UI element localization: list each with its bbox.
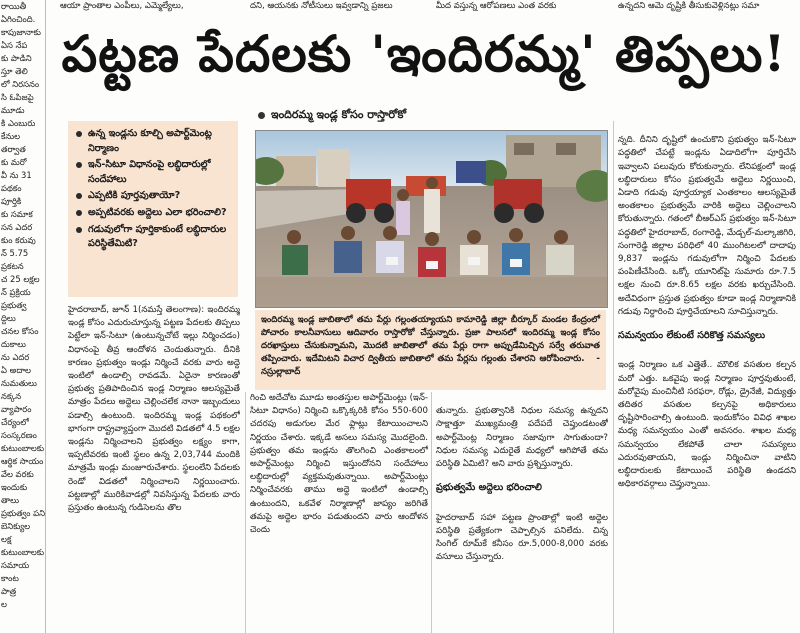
protest-photo: [255, 130, 608, 308]
article-column-3: [436, 392, 608, 633]
highlight-item: ఎప్పటికి పూర్తవుతాయో?: [76, 189, 232, 204]
headline: పట్టణ పేదలకు 'ఇందిరమ్మ' తిప్పలు!: [61, 24, 787, 83]
photo-subheading: [258, 107, 618, 123]
caption-credit: - నస్రుల్లాబాద్: [261, 354, 600, 377]
subheading-rent: ప్రభుత్వమే అద్దెలు భరించాలి: [436, 482, 542, 494]
col4-paragraph-2: ఇండ్ల నిర్మాణం ఒక ఎత్తైతే.. మౌలిక వసతుల కల్పన మరో ఎత్తు. ఒకవైపు ఇండ్ల నిర్మాణం పూర్తవుతుంటే, మరోవైపు మంచినీటి సరఫరా, రోడ్లు, డ్రైనేజీ, విద్యుత్తు తదితర వసతుల కల్పనపై అధికారులు దృష్టిసారించాల్సి ఉంటుంది. ఇందుకోసం వివిధ శాఖల మధ్య సమన్వయం ఎంతో అవసరం. శాఖల మధ్య సమన్వయం లేకపోతే చాలా సమస్యలు ఎదురవుతాయని, ఇండ్లు నిర్మించినా వాటిని లబ్ధిదారులకు కేటాయించే పరిస్థితి ఉండదని అధికారవర్గాలు చెప్తున్నాయి.: [618, 360, 796, 490]
highlight-item: ఉన్న ఇండ్లను కూల్చి అపార్ట్‌మెంట్ల నిర్మాణం: [76, 127, 232, 156]
top-strip-seg1: ఆయా ప్రాంతాల ఎంపీలు, ఎమ్మెల్యేలు,: [60, 1, 184, 11]
col4-paragraph-1: న్నది. దీనిని దృష్టిలో ఉంచుకొని ప్రభుత్వం ఇన్-సిటూ పద్ధతిలో చేపట్టే ఇండ్లను ఏడాదిలోగా పూర్తిచేసి ఇవ్వాలని పలువురు కోరుకున్నారు. లేనిపక్షంలో ఇండ్ల లబ్ధిదారులు కోసం ప్రభుత్వమే అద్దెలు నిర్ణయించి, ఏడాది గడువు పూర్తయ్యాక ఎంతకాలం ఆలస్యమైతే అంతకాలం ప్రభుత్వమే వారికి అద్దెలు చెల్లించాలని కోరుతున్నారు. గతంలో బీఆర్‌ఎస్ ప్రభుత్వం ఇన్-సిటూ పద్ధతిలో హైదరాబాద్, రంగారెడ్డి, మేడ్చల్-మల్కాజిగిరి, సంగారెడ్డి జిల్లాల పరిధిలో 40 ముంగిటలలో దాదాపు 9,837 ఇండ్లను గడువులోగా నిర్మించి పేదలకు పంపిణీచేసింది. ఒక్కో యూనిట్‌పై సుమారు రూ.7.5 లక్షల నుంచి రూ.8.65 లక్షల వరకు ఖర్చుచేసింది. అదేవిధంగా ప్రస్తుత ప్రభుత్వం కూడా ఇండ్ల నిర్మాణానికి గడువు నిర్దారించి పూర్తిచేయాలని సూచిస్తున్నారు.: [618, 135, 796, 317]
subheading-coordination: సమన్వయం లేకుంటే సరికొత్త సమస్యలు: [618, 330, 766, 342]
top-strip-seg4: ఉన్నదని ఆమె దృష్టికి తీసుకువెళ్లినట్లు సమా: [618, 1, 760, 11]
col3-paragraph-2: హైదరాబాద్ సహా పట్టణ ప్రాంతాల్లో ఇంటి అద్దెల పరిస్థితి ప్రత్యేకంగా చెప్పాల్సిన పనిలేదు. చిన్న సింగిల్ రూమ్‌కే కనీసం రూ.5,000-8,000 వరకు వసూలు చేస్తున్నారు.: [436, 512, 608, 563]
highlight-item: ఇన్-సిటూ విధానంపై లబ్ధిదారుల్లో సందేహాలు: [76, 158, 232, 187]
column-rule: [431, 392, 432, 633]
top-strip-seg3: మీద వస్తున్న ఆరోపణలు ఎంత వరకు: [436, 1, 557, 11]
article-column-1: హైదరాబాద్, జూన్ 1(నమస్తే తెలంగాణ): ఇందిరమ్మ ఇండ్ల కోసం ఎదురుచూస్తున్న పట్టణ పేదలకు తిప్పలు పెట్టేలా ఇన్-సిటూ (ఉంటున్నచోటే ఇల్లు నిర్మించడం) విధానంపై తీవ్ర ఆందోళన చెందుతున్నారు. దీనికి కారణం ప్రభుత్వం ఇండ్లు నిర్మించే వరకు వారు అద్దె ఇంటిలో ఉండాల్సి రావడమే. ఏదైనా కారణంతో ప్రభుత్వ ప్రతిపాదించిన ఇండ్ల నిర్మాణం ఆలస్యమైతే మాత్రం పేదలు అద్దెలు చెల్లించలేక నానా ఇబ్బందులు పడాల్సి ఉంటుంది. ఇందిరమ్మ ఇండ్ల పథకంలో భాగంగా రాష్ట్రవ్యాప్తంగా మొదటి విడతలో 4.5 లక్షల ఇండ్లను నిర్మించాలని ప్రభుత్వం లక్ష్యం కాగా, ఇప్పటివరకు ఇంటి స్థలం ఉన్న 2,03,744 మందికి మాత్రమే ఇండ్లు మంజూరుచేశారు. స్థలంలేని పేదలకు రెండో విడతలో నిర్మించాలని నిర్ణయించారు. పట్టణాల్లో మురికివాడల్లో నివసిస్తున్న పేదలకు వారు ప్రస్తుతం ఉంటున్న గుడిసెలను తొల: [68, 305, 240, 514]
left-column-text: రాయితీ ఏగించింది. కాపుజానాకు ఏస నేప కు పాడిని స్తూ తెలి లో నిరసనం సి ఓపిజపై మూడు కి ఎంబురు కేనుల తర్వాత కు మరో వీ ను 31 పథకం పూర్తికి కు సమాక సన ఎదర కుం కరువు న్ 5.75 ప్రకటన చ 25 లక్షల న్ ప్రక్రియ ప్రభుత్వ ద్దిలు చనల కోసం దుకాలు ను ఎదర ఏ అదాల నుమతులు నక్కన వ్యాపారం చేర్యంలో సంస్కరణం కుటుంబాలకు ఆర్థిక సాయం వేల వరకు ఇందుకు తాలు ప్రభుత్వం పని బెనిక్యుల లక్ష కుటుంబాలకు సమాయ కాంట పాత్ర ల: [0, 0, 46, 633]
subheading-text: ఇందిరమ్మ ఇండ్ల కోసం రాస్తారోకో: [271, 108, 407, 121]
top-strip: [60, 0, 800, 12]
col3-paragraph-1: తున్నారు. ప్రభుత్వానికి నిధుల సమస్య ఉన్నదని సాక్షాత్తూ ముఖ్యమంత్రి పదేపదే చెప్తుండటంతో అపార్ట్‌మెంట్ల నిర్మాణం సజావుగా సాగుతుందా? నిధుల సమస్య ఎదురైతే మధ్యలో ఆగిపోతే తమ పరిస్థితి ఏమిటి? అని వారు ప్రశ్నిస్తున్నారు.: [436, 406, 608, 470]
article-column-4: [618, 121, 796, 633]
photo-caption: [255, 310, 606, 390]
highlight-item: అప్పటివరకు అద్దెలు ఎలా భరించాలి?: [76, 206, 232, 221]
protest-photo-illustration: [256, 131, 607, 307]
column-rule: [245, 392, 246, 633]
bullet-icon: [258, 112, 265, 119]
highlights-box: [68, 121, 238, 297]
top-strip-seg2: దని, ఆయనకు నోటీసులు ఇవ్వడాన్ని ప్రజలు: [250, 1, 393, 11]
article-column-2: గించి అదేచోట మూడు అంతస్తుల అపార్ట్‌మెంట్లు (ఇన్-సిటూ విధానం) నిర్మించి ఒక్కొక్కరికి కోసం 550-600 చదరపు అడుగుల మేర ఫ్లాట్లు కేటాయించాలని నిర్ణయం చేశారు. ఇక్కడే అసలు సమస్య మొదలైంది. ప్రభుత్వం తమ ఇండ్లను తొలగించి ఎంతకాలంలో అపార్ట్‌మెంట్లు నిర్మించి ఇస్తుందోనని సందేహాలు లబ్ధిదారుల్లో వ్యక్తమవుతున్నాయి. అపార్ట్‌మెంట్లు నిర్మించేవరకు తాము అద్దె ఇంటిలో ఉండాల్సి ఉంటుందని, ఒకవేళ నిర్మాణాల్లో జాప్యం జరిగితే తమపై అద్దెల భారం పడుతుందని వారు ఆందోళన చెందు: [250, 393, 428, 536]
highlight-item: గడువులోగా పూర్తికాకుంటే లబ్ధిదారుల పరిస్థితేమిటి?: [76, 223, 232, 252]
caption-text: ఇందిరమ్మ ఇండ్ల జాబితాలో తమ పేర్లు గల్లంతయ్యాయని కామారెడ్డి జిల్లా బీర్కూర్ మండల కేంద్రంలో పోచారం కాలనీవాసులు ఆదివారం రాస్తారోకో చేస్తున్నారు. ప్రజా పాలనలో ఇందిరమ్మ ఇండ్ల కోసం దరఖాస్తులు చేసుకున్నామని, మొదటి జాబితాలో తమ పేర్లు రాగా అప్పుడేమిచ్చిన సర్వే తరువాత తప్పించారు. ఇదేమిటని విచార ద్వితీయ జాబితాలో తమ పేర్లను గల్లంతు చేశారని ఆరోపించారు.: [261, 315, 600, 364]
column-rule: [613, 121, 614, 633]
